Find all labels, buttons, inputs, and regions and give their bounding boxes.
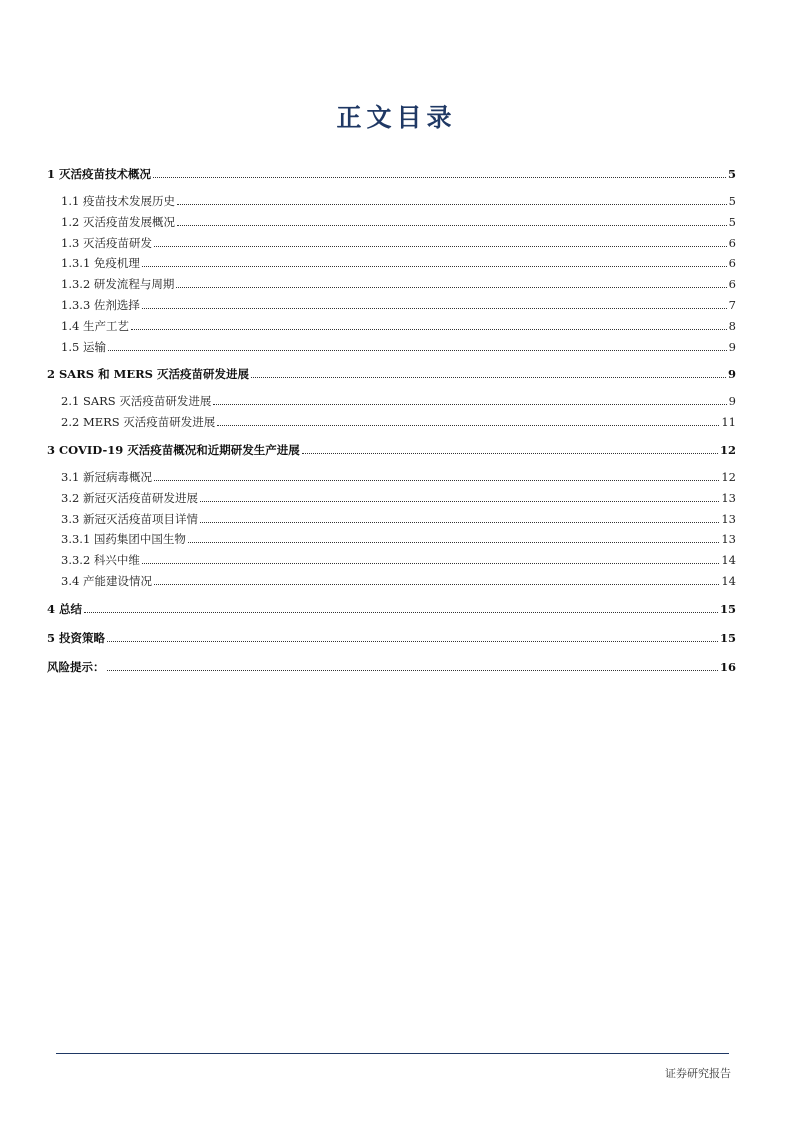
toc-dot-leader: [188, 542, 719, 543]
toc-subsection-entry[interactable]: [47, 531, 736, 552]
table-of-contents: [47, 166, 736, 681]
toc-dot-leader: [153, 177, 726, 178]
toc-entry-label: 1.1 疫苗技术发展历史: [61, 194, 175, 208]
toc-dot-leader: [200, 522, 719, 523]
toc-entry-label: 3.3.2 科兴中维: [61, 553, 140, 568]
toc-subsection-entry[interactable]: [47, 297, 736, 318]
toc-dot-leader: [154, 480, 719, 481]
toc-section-entry[interactable]: [47, 659, 736, 681]
toc-page-number: 15: [719, 601, 736, 616]
toc-dot-leader: [142, 563, 719, 564]
toc-subsection-entry[interactable]: [47, 339, 736, 360]
toc-entry-label: 1.3.1 免疫机理: [61, 256, 140, 271]
toc-page-number: 15: [719, 630, 736, 645]
toc-page-number: 14: [721, 573, 736, 588]
toc-page-number: 5: [727, 167, 736, 181]
toc-dot-leader: [107, 641, 718, 642]
toc-section-entry[interactable]: [47, 601, 736, 623]
toc-dot-leader: [131, 329, 727, 330]
toc-page-number: 13: [721, 490, 736, 505]
toc-subsection-entry[interactable]: [47, 318, 736, 339]
toc-subsection-entry[interactable]: [47, 393, 736, 414]
toc-entry-label: 3.4 产能建设情况: [61, 573, 152, 588]
toc-dot-leader: [108, 350, 727, 351]
toc-subsection-entry[interactable]: [47, 414, 736, 435]
toc-page-number: 6: [728, 277, 736, 292]
toc-subsection-entry[interactable]: [47, 276, 736, 297]
toc-dot-leader: [177, 204, 727, 205]
toc-page-number: 5: [728, 194, 736, 208]
toc-entry-label: 3 COVID-19 灭活疫苗概况和近期研发生产进展: [47, 442, 300, 457]
toc-subsection-entry[interactable]: [47, 552, 736, 573]
toc-page-number: 7: [728, 297, 736, 312]
toc-dot-leader: [213, 404, 726, 405]
toc-entry-label: 4 总结: [47, 601, 83, 616]
toc-dot-leader: [200, 501, 719, 502]
toc-section-entry[interactable]: [47, 442, 736, 464]
toc-section-entry[interactable]: [47, 630, 736, 652]
toc-page-number: 9: [727, 367, 736, 382]
toc-subsection-entry[interactable]: [47, 214, 736, 235]
toc-subsection-entry[interactable]: [47, 235, 736, 256]
toc-entry-label: 2 SARS 和 MERS 灭活疫苗研发进展: [47, 367, 249, 382]
toc-entry-label: 3.2 新冠灭活疫苗研发进展: [61, 490, 198, 505]
toc-dot-leader: [251, 377, 726, 378]
toc-subsection-entry[interactable]: [47, 255, 736, 276]
toc-page-number: 13: [721, 511, 736, 526]
toc-dot-leader: [154, 584, 719, 585]
toc-page-number: 9: [728, 339, 736, 354]
toc-subsection-entry[interactable]: [47, 573, 736, 594]
footer-divider: [56, 1053, 729, 1054]
toc-entry-label: 1.4 生产工艺: [61, 318, 129, 333]
toc-entry-label: 2.1 SARS 灭活疫苗研发进展: [61, 394, 212, 409]
toc-entry-label: 1.2 灭活疫苗发展概况: [61, 214, 175, 229]
toc-page-number: 6: [728, 256, 736, 271]
toc-dot-leader: [154, 246, 727, 247]
toc-entry-label: 1.3.3 佐剂选择: [61, 297, 140, 312]
toc-page-number: 6: [728, 235, 736, 250]
toc-page-number: 12: [721, 469, 736, 484]
toc-dot-leader: [176, 287, 726, 288]
toc-page-number: 16: [719, 659, 736, 674]
toc-dot-leader: [302, 453, 718, 454]
toc-entry-label: 2.2 MERS 灭活疫苗研发进展: [61, 415, 216, 430]
toc-page-number: 8: [728, 318, 736, 333]
toc-dot-leader: [142, 266, 727, 267]
toc-dot-leader: [217, 425, 719, 426]
footer-label: 证券研究报告: [665, 1067, 731, 1080]
toc-page-number: 13: [721, 532, 736, 547]
toc-entry-label: 风险提示：: [47, 659, 105, 674]
toc-subsection-entry[interactable]: [47, 469, 736, 490]
toc-page-number: 9: [728, 394, 736, 409]
toc-dot-leader: [142, 308, 727, 309]
toc-entry-label: 1 灭活疫苗技术概况: [47, 167, 152, 181]
page-title: 正文目录: [336, 103, 457, 132]
toc-page-number: 5: [728, 214, 736, 229]
toc-dot-leader: [84, 612, 718, 613]
toc-entry-label: 5 投资策略: [47, 630, 106, 645]
toc-dot-leader: [107, 670, 718, 671]
toc-dot-leader: [177, 225, 727, 226]
toc-subsection-entry[interactable]: [47, 193, 736, 214]
toc-section-entry[interactable]: [47, 166, 736, 188]
toc-entry-label: 1.3 灭活疫苗研发: [61, 235, 152, 250]
toc-entry-label: 3.1 新冠病毒概况: [61, 469, 152, 484]
toc-entry-label: 3.3 新冠灭活疫苗项目详情: [61, 511, 198, 526]
toc-page-number: 12: [719, 442, 736, 457]
toc-entry-label: 3.3.1 国药集团中国生物: [61, 532, 186, 547]
toc-subsection-entry[interactable]: [47, 511, 736, 532]
toc-entry-label: 1.5 运输: [61, 339, 106, 354]
toc-subsection-entry[interactable]: [47, 490, 736, 511]
toc-page-number: 14: [721, 553, 736, 568]
toc-page-number: 11: [721, 415, 736, 430]
toc-section-entry[interactable]: [47, 366, 736, 388]
toc-entry-label: 1.3.2 研发流程与周期: [61, 277, 175, 292]
